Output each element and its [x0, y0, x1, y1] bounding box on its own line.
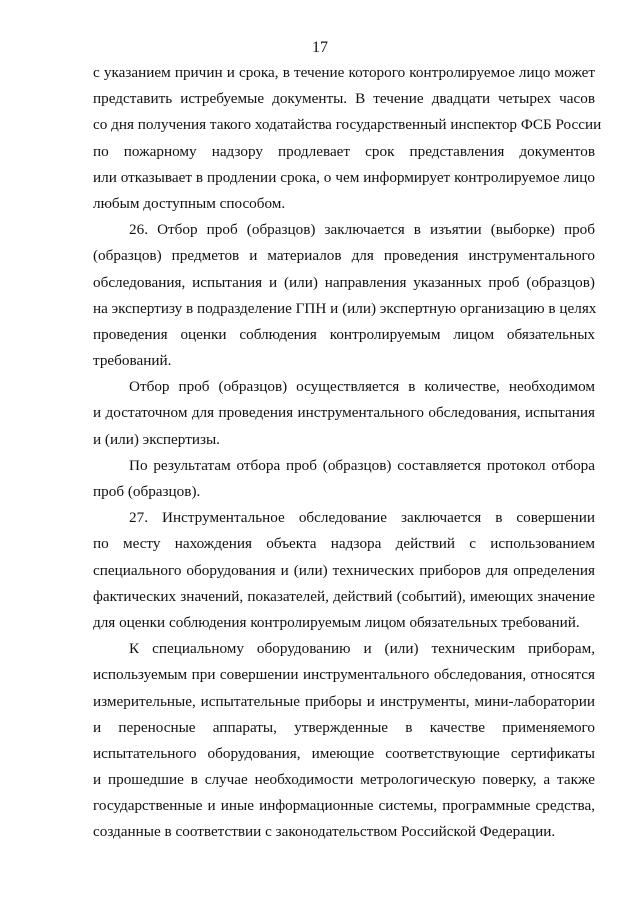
text-line: проб (образцов). [93, 483, 201, 500]
text-line: и достаточном для проведения инструментального обследования, испытания [93, 404, 595, 422]
text-line: и переносные аппараты, утвержденные в качестве применяемого [93, 718, 595, 736]
paragraph-item-27 [93, 505, 595, 636]
text-line: по пожарному надзору продлевает срок представления документов [93, 142, 595, 160]
text-line: обследования, испытания и (или) направления указанных проб (образцов) [93, 273, 595, 291]
paragraph-sampling-protocol [93, 453, 595, 505]
text-line: используемым при совершении инструментального обследования, относятся [93, 666, 595, 684]
text-line: и (или) экспертизы. [93, 430, 220, 448]
document-body [93, 60, 602, 846]
text-line: (образцов) предметов и материалов для проведения инструментального [93, 247, 595, 265]
text-line: проведения оценки соблюдения контролируемым лицом обязательных [93, 325, 595, 343]
text-line: Отбор проб (образцов) осуществляется в количестве, необходимом [129, 378, 595, 396]
text-line: со дня получения такого ходатайства государственный инспектор ФСБ России [93, 116, 602, 134]
paragraph-continuation [93, 60, 602, 217]
text-line: любым доступным способом. [93, 194, 286, 212]
text-line: 26. Отбор проб (образцов) заключается в изъятии (выборке) проб [129, 221, 595, 239]
text-line: фактических значений, показателей, действий (событий), имеющих значение [93, 587, 595, 605]
text-line: для оценки соблюдения контролируемым лицом обязательных требований. [93, 613, 580, 631]
text-line: или отказывает в продлении срока, о чем информирует контролируемое лицо [93, 168, 595, 186]
text-line: По результатам отбора проб (образцов) составляется протокол отбора [129, 456, 595, 474]
text-line: с указанием причин и срока, в течение которого контролируемое лицо может [93, 64, 595, 81]
text-line: представить истребуемые документы. В течение двадцати четырех часов [93, 90, 595, 108]
paragraph-special-equipment [93, 636, 595, 846]
text-line: 27. Инструментальное обследование заключается в совершении [129, 509, 595, 527]
text-line: испытательного оборудования, имеющие соответствующие сертификаты [93, 744, 595, 762]
text-line: К специальному оборудованию и (или) техническим приборам, [129, 640, 595, 658]
text-line: на экспертизу в подразделение ГПН и (или) экспертную организацию в целях [93, 299, 597, 317]
text-line: измерительные, испытательные приборы и инструменты, мини-лаборатории [93, 692, 595, 710]
paragraph-sampling-quantity [93, 374, 595, 453]
text-line: по месту нахождения объекта надзора действий с использованием [93, 535, 595, 553]
text-line: требований. [93, 352, 172, 370]
paragraph-item-26 [93, 217, 595, 374]
text-line: государственные и иные информационные системы, программные средства, [93, 797, 595, 815]
text-line: специального оборудования и (или) технических приборов для определения [93, 561, 595, 579]
page-number: 17 [312, 39, 328, 56]
text-line: и прошедшие в случае необходимости метрологическую поверку, а также [93, 771, 595, 789]
text-line: созданные в соответствии с законодательством Российской Федерации. [93, 823, 556, 841]
